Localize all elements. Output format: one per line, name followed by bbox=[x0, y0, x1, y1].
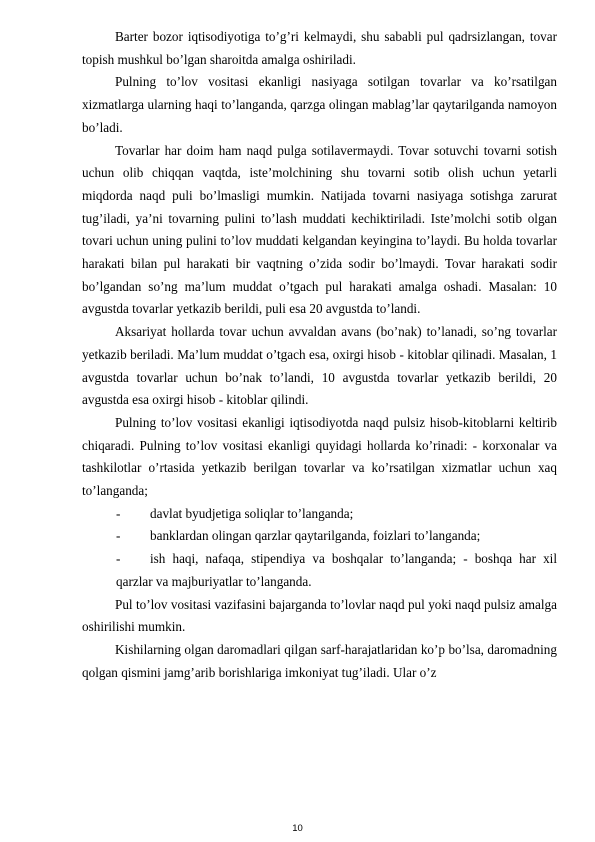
list-dash: - bbox=[116, 551, 121, 567]
list-dash: - bbox=[116, 505, 121, 521]
paragraph-non-cash: Pulning to’lov vositasi ekanligi iqtisodiyotda naqd pulsiz hisob-kitoblarni keltirib chiqaradi. Pulning to’lov vositasi ekanligi quyidagi hollarda ko’rinadi: - korxonalar va tashkilotlar o’rtasida yetkazib berilgan tovarlar va ko’rsatilgan xizmatlar uchun xaq to’langanda; bbox=[82, 414, 557, 499]
list-item-text: davlat byudjetiga soliqlar to’langanda; bbox=[150, 505, 354, 521]
paragraph-advance-payment: Aksariyat hollarda tovar uchun avvaldan avans (bo’nak) to’lanadi, so’ng tovarlar yetkazib beriladi. Ma’lum muddat o’tgach esa, oxirgi hisob - kitoblar qilinadi. Masalan, 1 avgustda tovarlar uchun bo’nak to’landi, 10 avgustda tovarlar yetkazib berildi, 20 avgustda esa oxirgi hisob - kitoblar qilindi. bbox=[82, 324, 557, 408]
paragraph-payment-means: Pulning to’lov vositasi ekanligi nasiyaga sotilgan tovarlar va ko’rsatilgan xizmatlarga ularning haqi to’langanda, qarzga olingan mablag’lar qaytarilganda namoyon bo’ladi. bbox=[82, 74, 557, 135]
list-item-text: banklardan olingan qarzlar qaytarilganda, foizlari to’langanda; bbox=[150, 528, 481, 544]
list-dash: - bbox=[116, 528, 121, 544]
paragraph-barter: Barter bozor iqtisodiyotiga to’g’ri kelmaydi, shu sababli pul qadrsizlangan, tovar topish mushkul bo’lgan sharoitda amalga oshiriladi. bbox=[82, 29, 557, 67]
list-item-text: ish haqi, nafaqa, stipendiya va boshqalar to’langanda; - boshqa har xil qarzlar va majburiyatlar to’langanda. bbox=[116, 551, 557, 589]
paragraph-credit-sales: Tovarlar har doim ham naqd pulga sotilavermaydi. Tovar sotuvchi tovarni sotish uchun olib chiqqan vaqtda, iste’molchining shu tovarni sotib olish uchun yetarli miqdorda naqd puli bo’lmasligi mumkin. Natijada tovarni nasiyaga sotishga zarurat tug’iladi, ya’ni tovarning pulini to’lash muddati kechiktiriladi. Iste’molchi sotib olgan tovari uchun uning pulini to’lov muddati kelgandan keyingina to’laydi. Bu holda tovarlar harakati bilan pul harakati bir vaqtning o’zida sodir bo’lmaydi. Tovar harakati sodir bo’lgandan so’ng ma’lum muddat o’tgach pul harakati amalga oshadi. Masalan: 10 avgustda tovarlar yetkazib berildi, puli esa 20 avgustda to’landi. bbox=[82, 142, 557, 317]
paragraph-savings: Kishilarning olgan daromadlari qilgan sarf-harajatlaridan ko’p bo’lsa, daromadning qolgan qismini jamg’arib borishlariga imkoniyat tug’iladi. Ular o’z bbox=[82, 641, 557, 680]
list-item bbox=[82, 525, 557, 548]
document-page bbox=[82, 26, 557, 684]
page-number: 10 bbox=[292, 823, 303, 834]
list-item bbox=[82, 548, 557, 593]
list-item bbox=[82, 503, 557, 526]
paragraph-cash-or-noncash: Pul to’lov vositasi vazifasini bajarganda to’lovlar naqd pul yoki naqd pulsiz amalga oshirilishi mumkin. bbox=[82, 596, 557, 635]
